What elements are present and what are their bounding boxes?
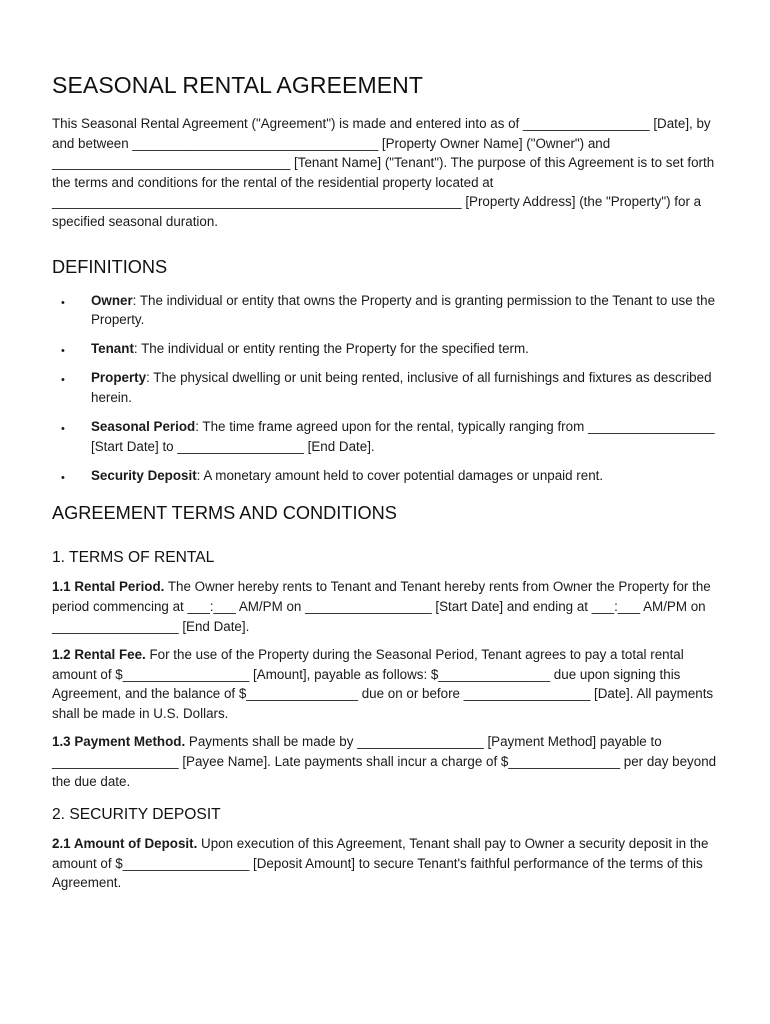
- clause-amount-of-deposit: [52, 834, 722, 893]
- clause-rental-period: [52, 577, 722, 636]
- definition-term: Property: [91, 370, 147, 386]
- section-heading: 2. SECURITY DEPOSIT: [52, 806, 221, 824]
- definition-item: [52, 368, 722, 407]
- definition-item: [52, 339, 722, 359]
- clause-text: For the use of the Property during the Seasonal Period, Tenant agrees to pay a total rental amount of $_________________ [Amount], payable as follows: $_______________ due upon signing this Agreement, and the balance of $_______________ due on or before _________________ [Date]. All payments shall be made in U.S. Dollars.: [52, 647, 714, 721]
- clause-label: 1.2 Rental Fee.: [52, 647, 146, 663]
- definitions-list: [52, 291, 722, 486]
- bullet-icon: •: [61, 374, 65, 387]
- definition-text: : The time frame agreed upon for the rental, typically ranging from _________________ [Start Date] to _________________ [End Date].: [91, 419, 715, 454]
- bullet-icon: •: [61, 471, 65, 484]
- clause-label: 2.1 Amount of Deposit.: [52, 836, 198, 852]
- definition-text: : The individual or entity that owns the Property and is granting permission to the Tenant to use the Property.: [91, 292, 716, 328]
- section-security-deposit: [52, 804, 722, 893]
- definition-term: Seasonal Period: [91, 419, 196, 435]
- definition-item: [52, 466, 722, 486]
- clause-text: Payments shall be made by _________________ [Payment Method] payable to _________________ [Payee Name]. Late payments shall incur a charge of $_______________ per day beyond the due date.: [52, 734, 717, 789]
- clause-label: 1.1 Rental Period.: [52, 579, 165, 595]
- definition-text: : The physical dwelling or unit being rented, inclusive of all furnishings and fixtures as described herein.: [91, 370, 712, 405]
- document-title: SEASONAL RENTAL AGREEMENT: [52, 72, 424, 98]
- intro-paragraph: This Seasonal Rental Agreement ("Agreement") is made and entered into as of _________________ [Date], by and between _________________________________ [Property Owner Name] ("Owner") and ________________________________ [Tenant Name] ("Tenant"). The purpose of this Agreement is to set forth the terms and conditions for the rental of the residential property located at _______________________________________________________ [Property Address] (the "Property") for a specified seasonal duration.: [52, 116, 715, 229]
- definition-term: Security Deposit: [91, 467, 197, 483]
- definition-text: : A monetary amount held to cover potential damages or unpaid rent.: [196, 467, 604, 483]
- clause-label: 1.3 Payment Method.: [52, 734, 186, 750]
- definition-item: [52, 291, 722, 330]
- section-heading: 1. TERMS OF RENTAL: [52, 549, 215, 567]
- clause-payment-method: [52, 732, 722, 791]
- agreement-heading: AGREEMENT TERMS AND CONDITIONS: [52, 503, 397, 524]
- clause-rental-fee: [52, 645, 722, 723]
- bullet-icon: •: [61, 345, 65, 358]
- definitions-heading: DEFINITIONS: [52, 256, 168, 277]
- definition-item: [52, 417, 722, 456]
- clause-text: Upon execution of this Agreement, Tenant shall pay to Owner a security deposit in the amount of $_________________ [Deposit Amount] to secure Tenant's faithful performance of the terms of this Agreement.: [52, 836, 709, 891]
- bullet-icon: •: [61, 423, 65, 436]
- document-page: [52, 70, 722, 902]
- section-terms-of-rental: [52, 547, 722, 791]
- definition-term: Owner: [91, 292, 133, 308]
- clause-text: The Owner hereby rents to Tenant and Tenant hereby rents from Owner the Property for the period commencing at ___:___ AM/PM on _________________ [Start Date] and ending at ___:___ AM/PM on _________________ [End Date].: [52, 579, 711, 634]
- definition-term: Tenant: [91, 341, 134, 357]
- definition-text: : The individual or entity renting the Property for the specified term.: [133, 341, 529, 357]
- bullet-icon: •: [61, 296, 65, 309]
